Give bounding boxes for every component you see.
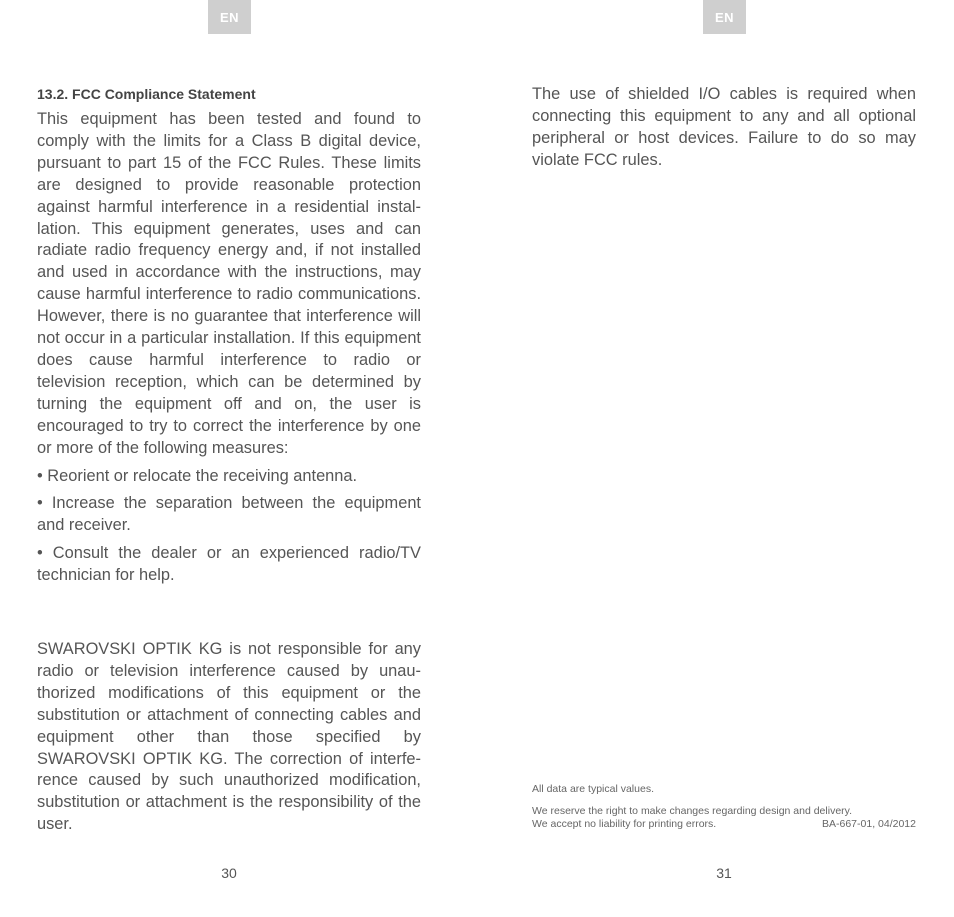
disclaimer-paragraph: SWAROVSKI OPTIK KG is not responsible for any radio or television interference caused by unauthorized modifications of this equipment or the substitution or attachment of connecting cables and equipment other than those specified by SWAROVSKI OPTIK KG. The correction of interference caused by such unauthorized modification, substitution or attachment is the responsibility of the user. [37, 640, 421, 834]
bullet-item: • Increase the separation between the equipment and receiver. [37, 494, 421, 535]
left-page-column [37, 84, 421, 836]
fcc-paragraph: This equipment has been tested and found to comply with the limits for a Class B digital device, pursuant to part 15 of the FCC Rules. These limits are designed to provide reasonable protection against harmful interference in a residential installation. This equipment generates, uses and can radiate radio frequency energy and, if not installed and used in accordance with the instructions, may cause harmful interference to radio communications. However, there is no guarantee that interference will not occur in a particular installation. If this equipment does cause harmful interference to radio or television reception, which can be determined by turning the equipment off and on, the user is encouraged to try to correct the interference by one or more of the following measures: [37, 110, 421, 457]
page-number-right: 31 [716, 865, 732, 881]
bullet-item: • Consult the dealer or an experienced radio/TV technician for help. [37, 544, 421, 585]
page-number-left: 30 [221, 865, 237, 881]
footnote-liability: We accept no liability for printing errors. [532, 818, 717, 830]
language-tab-left: EN [208, 0, 251, 34]
document-code: BA-667-01, 04/2012 [822, 818, 916, 830]
cables-paragraph: The use of shielded I/O cables is required when connecting this equipment to any and all optional peripheral or host devices. Failure to do so may violate FCC rules. [532, 85, 916, 169]
footnote-typical-values: All data are typical values. [532, 783, 654, 795]
right-page-column [532, 84, 916, 172]
bullet-item: • Reorient or relocate the receiving antenna. [37, 466, 358, 485]
footnote-liability-row [532, 818, 916, 831]
footnote-reserve-rights: We reserve the right to make changes regarding design and delivery. [532, 805, 853, 817]
language-tab-right: EN [703, 0, 746, 34]
section-heading: 13.2. FCC Compliance Statement [37, 86, 256, 102]
